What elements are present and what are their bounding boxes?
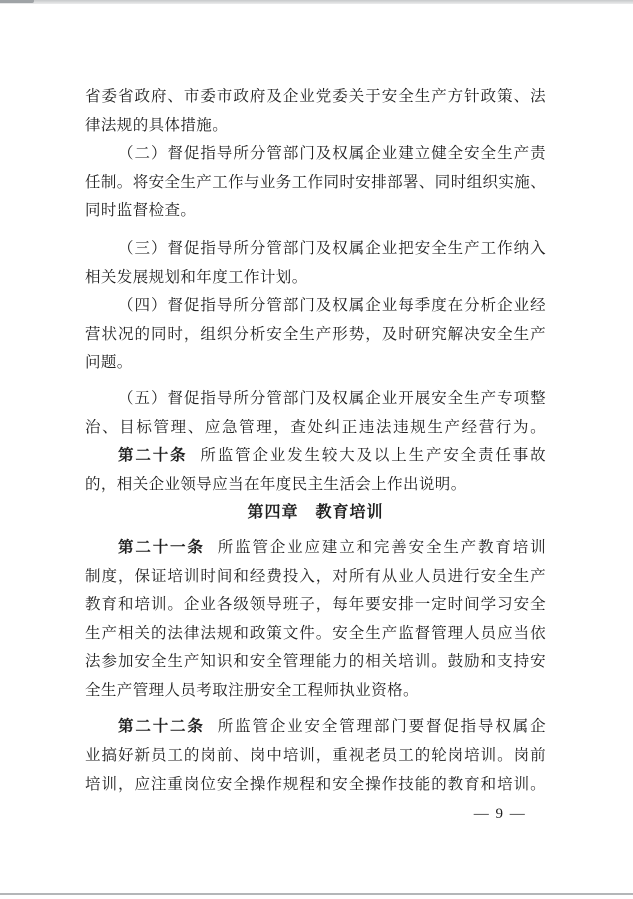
paragraph-line: 同时监督检查。 <box>85 202 197 220</box>
line-text: 所监管企业发生较大及以上生产安全责任事故 <box>200 447 546 465</box>
chapter-heading: 第四章 教育培训 <box>247 504 384 522</box>
paragraph-line: 的，相关企业领导应当在年度民主生活会上作出说明。 <box>85 475 467 493</box>
paragraph-line: 业搞好新员工的岗前、岗中培训，重视老员工的轮岗培训。岗前 <box>85 747 546 765</box>
paragraph-line: 培训，应注重岗位安全操作规程和安全操作技能的教育和培训。 <box>85 775 546 793</box>
page-number: — 9 — <box>473 806 527 822</box>
paragraph-line: 相关发展规划和年度工作计划。 <box>85 268 308 286</box>
paragraph-line: 全生产管理人员考取注册安全工程师执业资格。 <box>85 681 419 699</box>
paragraph-line: 省委省政府、市委市政府及企业党委关于安全生产方针政策、法 <box>85 88 546 105</box>
paragraph-line: （三）督促指导所分管部门及权属企业把安全生产工作纳入 <box>118 239 546 257</box>
article-number-label: 第二十二条 <box>118 718 205 736</box>
paragraph-line: 律法规的具体措施。 <box>85 116 229 134</box>
paragraph-line: 治、目标管理、应急管理，查处纠正违法违规生产经营行为。 <box>85 418 546 436</box>
paragraph-line: 法参加安全生产知识和安全管理能力的相关培训。鼓励和支持安 <box>85 653 546 671</box>
paragraph-line: 问题。 <box>85 354 133 372</box>
paragraph-line: （二）督促指导所分管部门及权属企业建立健全安全生产责 <box>118 145 546 163</box>
article-line <box>85 534 546 563</box>
paragraph-line: 任制。将安全生产工作与业务工作同时安排部署、同时组织实施、 <box>85 173 547 191</box>
line-text: 所监管企业安全管理部门要督促指导权属企 <box>217 718 546 736</box>
line-text: 所监管企业应建立和完善安全生产教育培训 <box>217 538 546 556</box>
article-number-label: 第二十条 <box>118 447 188 465</box>
document-body <box>85 83 546 799</box>
scan-bottom-edge <box>0 893 633 895</box>
paragraph-line: 制度，保证培训时间和经费投入，对所有从业人员进行安全生产 <box>85 567 546 585</box>
scan-top-corner-artifact <box>0 0 34 3</box>
paragraph-line: （五）督促指导所分管部门及权属企业开展安全生产专项整 <box>118 389 546 407</box>
article-number-label: 第二十一条 <box>118 538 205 556</box>
paragraph-line: 教育和培训。企业各级领导班子，每年要安排一定时间学习安全 <box>85 596 546 614</box>
paragraph-line: （四）督促指导所分管部门及权属企业每季度在分析企业经 <box>118 297 546 315</box>
paragraph-line: 营状况的同时，组织分析安全生产形势，及时研究解决安全生产 <box>85 325 546 343</box>
scan-top-edge <box>0 0 633 4</box>
article-line <box>85 442 546 471</box>
paragraph-line: 生产相关的法律法规和政策文件。安全生产监督管理人员应当依 <box>85 624 546 642</box>
article-line <box>85 713 546 742</box>
